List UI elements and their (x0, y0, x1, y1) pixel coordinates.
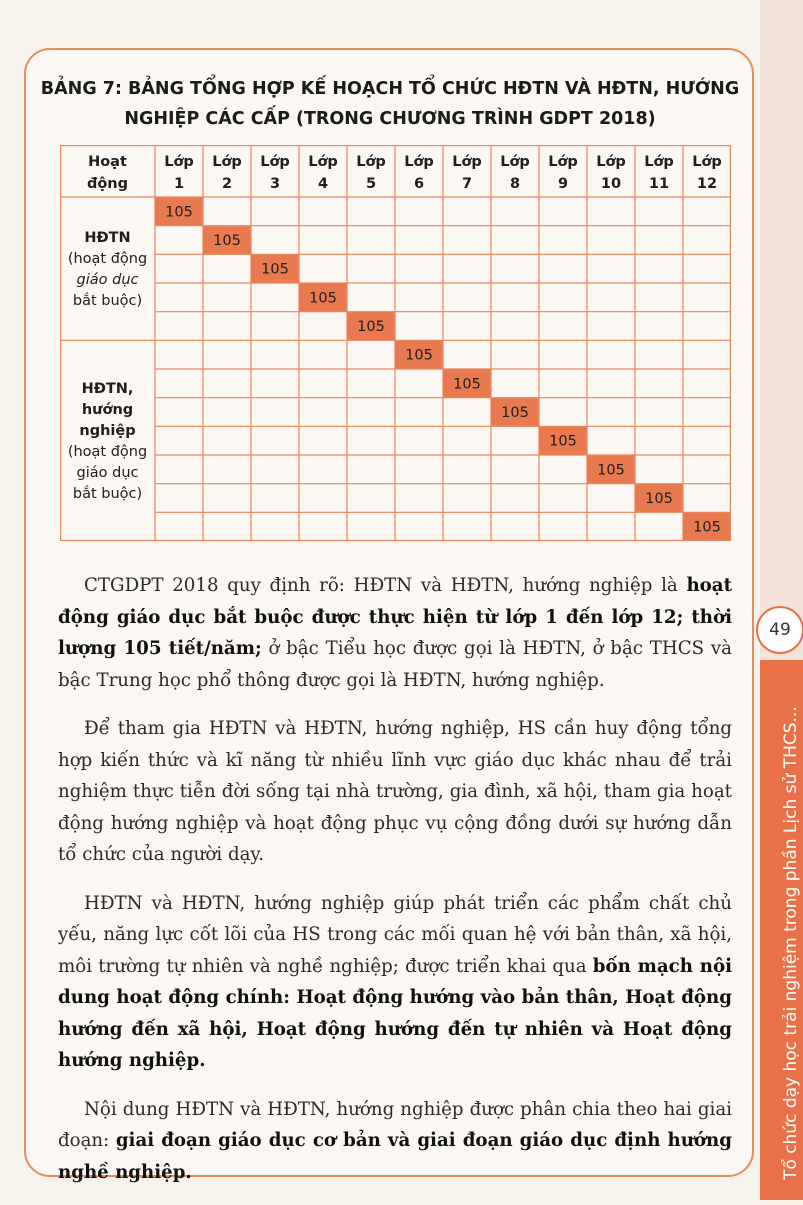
grade-header-label-1: Lớp (164, 154, 194, 170)
corner-header-line-2: động (86, 176, 129, 192)
group-2-label-line-2: hướng (81, 402, 134, 419)
table-title (40, 74, 740, 134)
text-run: Để tham gia HĐTN và HĐTN, hướng nghiệp, HS cần huy động tổng hợp kiến thức và kĩ năng từ nhiều lĩnh vực giáo dục khác nhau để trải nghiệm thực tiễn đời sống tại nhà trường, gia đình, xã hội, tham gia hoạt động hướng nghiệp và hoạt động phục vụ cộng đồng dưới sự hướng dẫn tổ chức của người dạy. (58, 718, 732, 865)
grade-header-label-11: Lớp (644, 154, 674, 170)
grade-header-number-7: 7 (461, 176, 473, 192)
grade-header-label-5: Lớp (356, 154, 386, 170)
bold-run: hoạt động giáo dục bắt buộc được thực hiện từ lớp 1 đến lớp 12; thời lượng 105 tiết/năm; (58, 575, 732, 659)
grade-header-number-5: 5 (365, 176, 377, 192)
grade-header-number-3: 3 (269, 176, 281, 192)
body-text (58, 570, 732, 1205)
group-2-label-line-3: nghiệp (79, 423, 136, 440)
hours-value-grade-4: 105 (309, 290, 337, 307)
bold-run: giai đoạn giáo dục cơ bản và giai đoạn giáo dục định hướng nghề nghiệp. (58, 1130, 733, 1183)
grade-header-number-9: 9 (557, 176, 569, 192)
page-number: 49 (769, 620, 791, 640)
grade-header-number-2: 2 (221, 176, 233, 192)
hours-value-grade-12: 105 (693, 519, 721, 536)
group-1-label-line-1: HĐTN (84, 230, 131, 247)
grade-header-label-9: Lớp (548, 154, 578, 170)
hours-value-grade-7: 105 (453, 376, 481, 393)
grade-header-label-7: Lớp (452, 154, 482, 170)
paragraph-3 (58, 888, 732, 1077)
grade-header-label-6: Lớp (404, 154, 434, 170)
grade-header-label-2: Lớp (212, 154, 242, 170)
grade-header-label-10: Lớp (596, 154, 626, 170)
hours-value-grade-3: 105 (261, 261, 289, 278)
grade-header-label-4: Lớp (308, 154, 338, 170)
hours-value-grade-1: 105 (165, 204, 193, 221)
group-1-label-line-3: giáo dục (76, 272, 139, 289)
corner-header-line-1: Hoạt (88, 154, 127, 170)
table-title-line-2: NGHIỆP CÁC CẤP (TRONG CHƯƠNG TRÌNH GDPT 2018) (124, 109, 656, 129)
group-2-label-line-5: giáo dục (76, 465, 139, 482)
text-run: ở bậc Tiểu học được gọi là HĐTN, ở bậc THCS và bậc Trung học phổ thông được gọi là HĐTN, hướng nghiệp. (58, 638, 732, 691)
running-title: Tổ chức dạy học trải nghiệm trong phần Lịch sử THCS... (781, 706, 801, 1180)
hours-value-grade-10: 105 (597, 462, 625, 479)
grade-header-number-6: 6 (413, 176, 425, 192)
grade-header-label-8: Lớp (500, 154, 530, 170)
grade-header-number-1: 1 (173, 176, 185, 192)
hours-value-grade-8: 105 (501, 405, 529, 421)
grade-header-label-12: Lớp (692, 154, 722, 170)
grade-header-number-10: 10 (600, 176, 622, 192)
bold-run: bốn mạch nội dung hoạt động chính: Hoạt động hướng vào bản thân, Hoạt động hướng đến xã hội, Hoạt động hướng đến tự nhiên và Hoạt động hướng nghiệp. (58, 955, 732, 1071)
paragraph-4 (58, 1094, 732, 1189)
group-1-label-line-4: bắt buộc) (72, 293, 143, 310)
group-2-label-line-1: HĐTN, (81, 381, 134, 398)
text-run: HĐTN và HĐTN, hướng nghiệp giúp phát triển các phẩm chất chủ yếu, năng lực cốt lõi của HS trong các mối quan hệ với bản thân, xã hội, môi trường tự nhiên và nghề nghiệp; được triển khai qua (58, 892, 732, 977)
hours-value-grade-2: 105 (213, 233, 241, 249)
text-run: Nội dung HĐTN và HĐTN, hướng nghiệp được phân chia theo hai giai đoạn: (58, 1098, 732, 1151)
text-run: CTGDPT 2018 quy định rõ: HĐTN và HĐTN, hướng nghiệp là (84, 575, 687, 596)
activity-plan-table (60, 145, 731, 541)
paragraph-1 (58, 570, 732, 696)
grade-header-number-4: 4 (317, 176, 329, 192)
grade-header-number-8: 8 (509, 176, 521, 192)
group-2-label-line-6: bắt buộc) (72, 486, 143, 503)
hours-value-grade-11: 105 (645, 491, 673, 507)
hours-value-grade-5: 105 (357, 319, 385, 335)
table-title-line-1: BẢNG 7: BẢNG TỔNG HỢP KẾ HOẠCH TỔ CHỨC HĐTN VÀ HĐTN, HƯỚNG (40, 79, 740, 99)
group-1-label-line-2: (hoạt động (67, 251, 148, 268)
grade-header-number-11: 11 (648, 176, 670, 192)
group-2-label-line-4: (hoạt động (67, 444, 148, 461)
grade-header-label-3: Lớp (260, 154, 290, 170)
grade-header-number-12: 12 (696, 176, 718, 192)
paragraph-2 (58, 713, 732, 871)
hours-value-grade-9: 105 (549, 433, 577, 450)
hours-value-grade-6: 105 (405, 347, 433, 364)
